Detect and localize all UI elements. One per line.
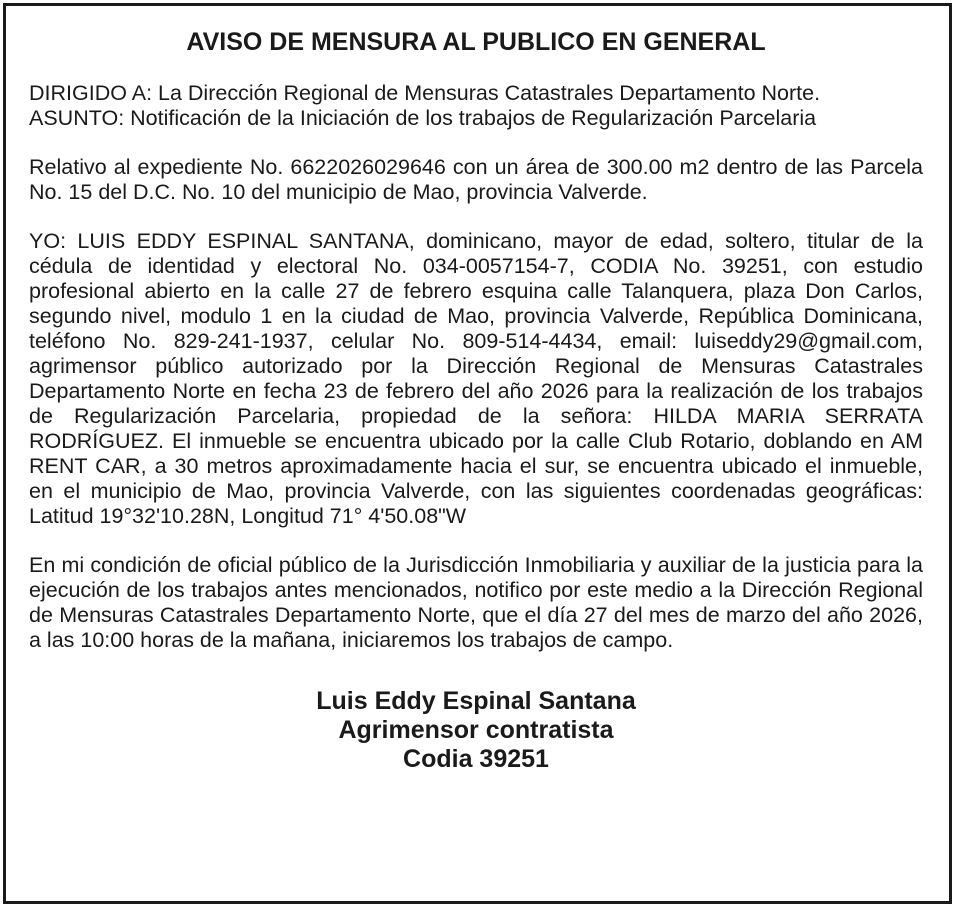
condicion-paragraph: En mi condición de oficial público de la Jurisdicción Inmobiliaria y auxiliar de la justicia para la ejecución de los trabajos antes mencionados, notifico por este medio a la Dirección Regional de Mensuras Catastrales Departamento Norte, que el día 27 del mes de marzo del año 2026, a las 10:00 horas de la mañana, iniciaremos los trabajos de campo.: [29, 553, 923, 652]
notice-frame: [3, 3, 952, 904]
declaracion-paragraph: YO: LUIS EDDY ESPINAL SANTANA, dominicano, mayor de edad, soltero, titular de la cédula de identidad y electoral No. 034-0057154-7, CODIA No. 39251, con estudio profesional abierto en la calle 27 de febrero esquina calle Talanquera, plaza Don Carlos, segundo nivel, modulo 1 en la ciudad de Mao, provincia Valverde, República Dominicana, teléfono No. 829-241-1937, celular No. 809-514-4434, email: luiseddy29@gmail.com, agrimensor público autorizado por la Dirección Regional de Mensuras Catastrales Departamento Norte en fecha 23 de febrero del año 2026 para la realización de los trabajos de Regularización Parcelaria, propiedad de la señora: HILDA MARIA SERRATA RODRÍGUEZ. El inmueble se encuentra ubicado por la calle Club Rotario, doblando en AM RENT CAR, a 30 metros aproximadamente hacia el sur, se encuentra ubicado el inmueble, en el municipio de Mao, provincia Valverde, con las siguientes coordenadas geográficas: Latitud 19°32'10.28N, Longitud 71° 4'50.08"W: [29, 229, 923, 528]
dirigido-paragraph: DIRIGIDO A: La Dirección Regional de Mensuras Catastrales Departamento Norte.: [29, 81, 821, 105]
relativo-paragraph: Relativo al expediente No. 6622026029646 con un área de 300.00 m2 dentro de las Parcela No. 15 del D.C. No. 10 del municipio de Mao, provincia Valverde.: [29, 155, 923, 204]
notice-title: AVISO DE MENSURA AL PUBLICO EN GENERAL: [186, 28, 766, 56]
signature-name: Luis Eddy Espinal Santana: [316, 687, 636, 715]
asunto-paragraph: ASUNTO: Notificación de la Iniciación de los trabajos de Regularización Parcelaria: [29, 106, 817, 130]
signature-block: [29, 687, 923, 774]
notice-content: [29, 27, 923, 774]
signature-codia: Codia 39251: [403, 745, 549, 773]
signature-role: Agrimensor contratista: [338, 716, 614, 744]
